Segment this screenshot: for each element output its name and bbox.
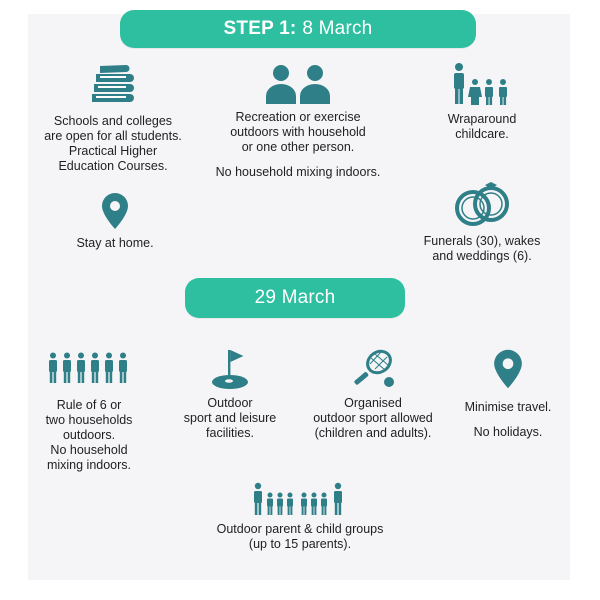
item-minimise-travel-text: Minimise travel. <box>464 400 552 414</box>
family-icon <box>451 62 513 106</box>
location-pin-icon <box>492 348 524 390</box>
item-parent-child-groups-text: Outdoor parent & child groups (up to 15 parents). <box>216 522 384 551</box>
tennis-racket-icon <box>351 348 395 390</box>
location-pin-icon <box>100 192 130 230</box>
item-organised-sport <box>298 348 448 441</box>
item-stay-home-text: Stay at home. <box>76 236 154 250</box>
item-rule-of-six <box>30 352 148 473</box>
step1-header <box>120 10 476 48</box>
item-funerals-text: Funerals (30), wakes and weddings (6). <box>423 234 541 263</box>
step2-header <box>185 278 405 318</box>
step1-header-label: STEP 1: <box>223 18 297 39</box>
item-recreation-text: Recreation or exercise outdoors with household or one other person. <box>230 110 366 154</box>
golf-flag-icon <box>210 348 250 390</box>
item-sport-facilities-text: Outdoor sport and leisure facilities. <box>183 396 277 440</box>
item-childcare-text: Wraparound childcare. <box>447 112 517 141</box>
item-rule-of-six-text: Rule of 6 or two households outdoors. No household mixing indoors. <box>45 398 133 472</box>
item-minimise-travel <box>450 348 566 440</box>
item-recreation <box>200 64 396 180</box>
item-funerals <box>408 182 556 264</box>
item-minimise-travel-note: No holidays. <box>473 425 543 439</box>
item-childcare <box>420 62 544 142</box>
item-parent-child-groups <box>190 482 410 552</box>
item-sport-facilities <box>170 348 290 441</box>
parent-child-groups-icon <box>252 482 348 516</box>
item-organised-sport-text: Organised outdoor sport allowed (children and adults). <box>313 396 433 440</box>
item-schools-text: Schools and colleges are open for all students. Practical Higher Education Courses. <box>44 114 182 173</box>
two-people-icon <box>263 64 333 104</box>
item-schools <box>28 64 198 174</box>
item-stay-home <box>50 192 180 251</box>
six-people-icon <box>46 352 132 384</box>
wedding-rings-icon <box>452 182 512 228</box>
step2-header-date: 29 March <box>254 287 336 308</box>
books-icon <box>88 64 138 108</box>
item-recreation-note: No household mixing indoors. <box>215 165 381 179</box>
step1-header-date: 8 March <box>302 18 373 39</box>
